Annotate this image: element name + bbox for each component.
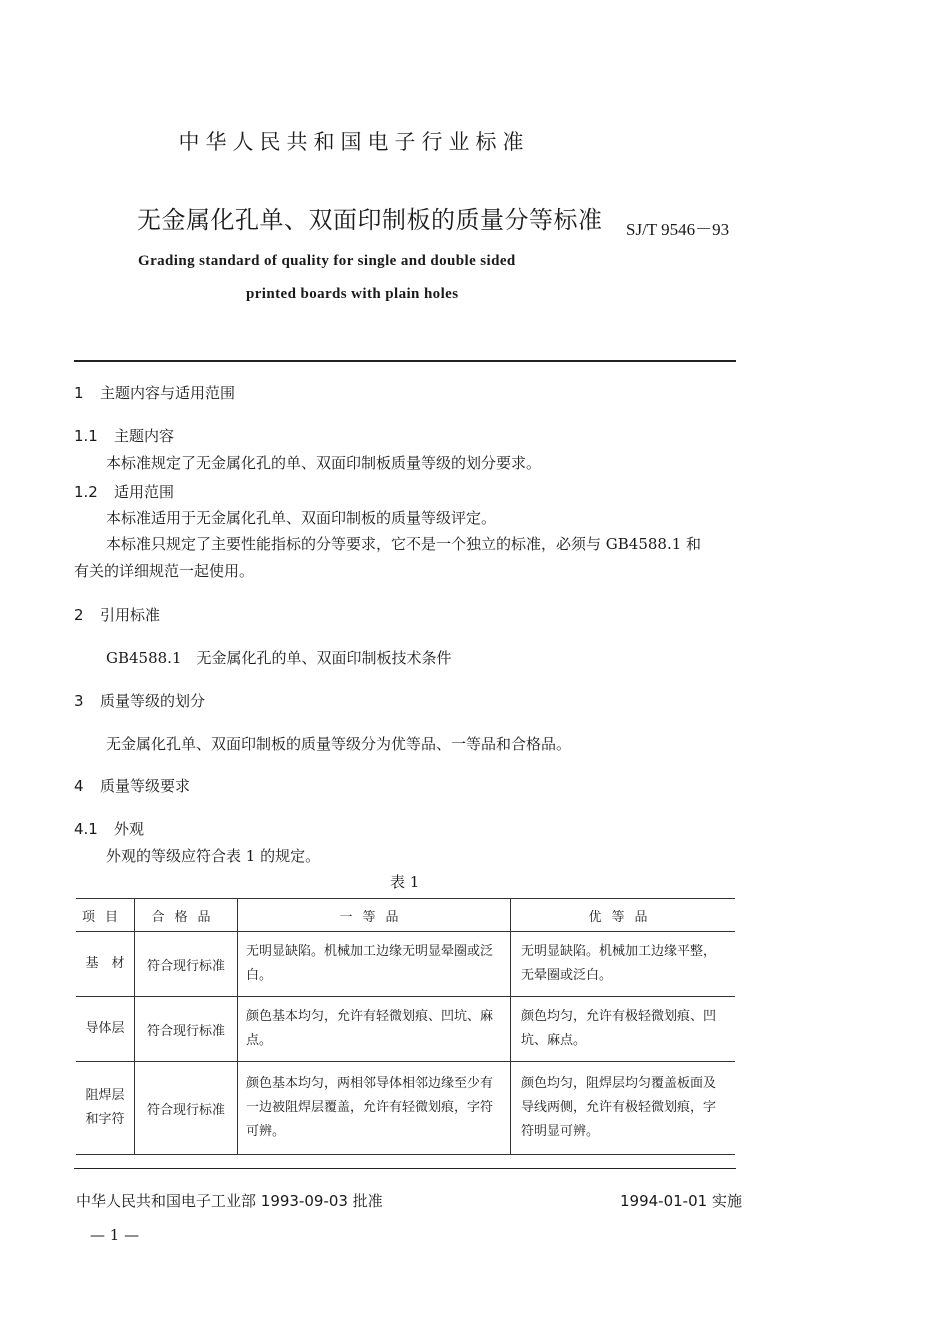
section-3-heading xyxy=(74,690,205,711)
header-rule xyxy=(74,360,736,362)
section-4-1-heading xyxy=(74,818,144,839)
section-2-heading xyxy=(74,604,160,625)
section-number: 1.1 xyxy=(74,427,98,445)
cell-item-line-2: 和字符 xyxy=(85,1112,125,1127)
cell-top: 颜色均匀，允许有极轻微划痕、凹坑、麻点。 xyxy=(511,997,736,1062)
section-title: 主题内容与适用范围 xyxy=(100,384,236,402)
section-title: 引用标准 xyxy=(100,606,161,624)
section-4-heading xyxy=(74,775,190,796)
english-title-line-1: Grading standard of quality for single and double sided xyxy=(138,253,516,269)
section-number: 4.1 xyxy=(74,820,98,838)
section-number: 1.2 xyxy=(74,483,98,501)
table-row xyxy=(76,1062,735,1155)
section-1-2-text-3: 有关的详细规范一起使用。 xyxy=(74,562,255,580)
issuing-organization: 中华人民共和国电子行业标准 xyxy=(178,130,530,154)
cell-first: 无明显缺陷。机械加工边缘无明显晕圈或泛白。 xyxy=(238,932,511,997)
cell-first: 颜色基本均匀，两相邻导体相邻边缘至少有一边被阻焊层覆盖，允许有轻微划痕，字符可辨。 xyxy=(238,1062,511,1155)
section-3-text: 无金属化孔单、双面印制板的质量等级分为优等品、一等品和合格品。 xyxy=(106,735,572,753)
section-title: 适用范围 xyxy=(114,483,175,501)
table-header-row xyxy=(76,899,735,932)
cell-item: 基 材 xyxy=(76,932,135,997)
cell-item-line-1: 阻焊层 xyxy=(85,1088,125,1103)
section-1-2-text-2: 本标准只规定了主要性能指标的分等要求，它不是一个独立的标准，必须与 GB4588.1 和 xyxy=(106,535,702,553)
footer-rule xyxy=(74,1168,736,1169)
section-number: 4 xyxy=(74,777,84,795)
section-1-1-heading xyxy=(74,425,174,446)
standard-code: SJ/T 9546－93 xyxy=(626,220,730,239)
approval-date: 中华人民共和国电子工业部 1993-09-03 批准 xyxy=(76,1192,383,1210)
section-title: 外观 xyxy=(114,820,145,838)
table-row xyxy=(76,932,735,997)
header-top: 优等品 xyxy=(511,899,736,932)
cell-pass: 符合现行标准 xyxy=(135,932,238,997)
section-title: 主题内容 xyxy=(114,427,175,445)
document-title: 无金属化孔单、双面印制板的质量分等标准 xyxy=(137,206,603,234)
section-1-2-text-1: 本标准适用于无金属化孔单、双面印制板的质量等级评定。 xyxy=(106,509,497,527)
section-4-1-text: 外观的等级应符合表 1 的规定。 xyxy=(106,847,321,865)
cell-pass: 符合现行标准 xyxy=(135,1062,238,1155)
table-caption: 表 1 xyxy=(390,873,420,891)
appearance-grade-table xyxy=(76,898,735,1155)
header-pass: 合格品 xyxy=(135,899,238,932)
section-number: 3 xyxy=(74,692,84,710)
table-row xyxy=(76,997,735,1062)
section-1-2-heading xyxy=(74,481,174,502)
header-item: 项目 xyxy=(76,899,135,932)
section-title: 质量等级要求 xyxy=(100,777,191,795)
cell-pass: 符合现行标准 xyxy=(135,997,238,1062)
english-title-line-2: printed boards with plain holes xyxy=(246,286,459,302)
section-number: 2 xyxy=(74,606,84,624)
cell-top: 无明显缺陷。机械加工边缘平整，无晕圈或泛白。 xyxy=(511,932,736,997)
header-first: 一等品 xyxy=(238,899,511,932)
section-1-heading xyxy=(74,382,235,403)
cell-item: 导体层 xyxy=(76,997,135,1062)
referenced-standard: GB4588.1 无金属化孔的单、双面印制板技术条件 xyxy=(106,649,452,667)
section-title: 质量等级的划分 xyxy=(100,692,206,710)
effective-date: 1994-01-01 实施 xyxy=(620,1192,742,1210)
cell-top: 颜色均匀，阻焊层均匀覆盖板面及导线两侧，允许有极轻微划痕，字符明显可辨。 xyxy=(511,1062,736,1155)
page-number: — 1 — xyxy=(90,1226,140,1244)
cell-first: 颜色基本均匀，允许有轻微划痕、凹坑、麻点。 xyxy=(238,997,511,1062)
section-1-1-text: 本标准规定了无金属化孔的单、双面印制板质量等级的划分要求。 xyxy=(106,454,542,472)
section-number: 1 xyxy=(74,384,84,402)
cell-item xyxy=(76,1062,135,1155)
